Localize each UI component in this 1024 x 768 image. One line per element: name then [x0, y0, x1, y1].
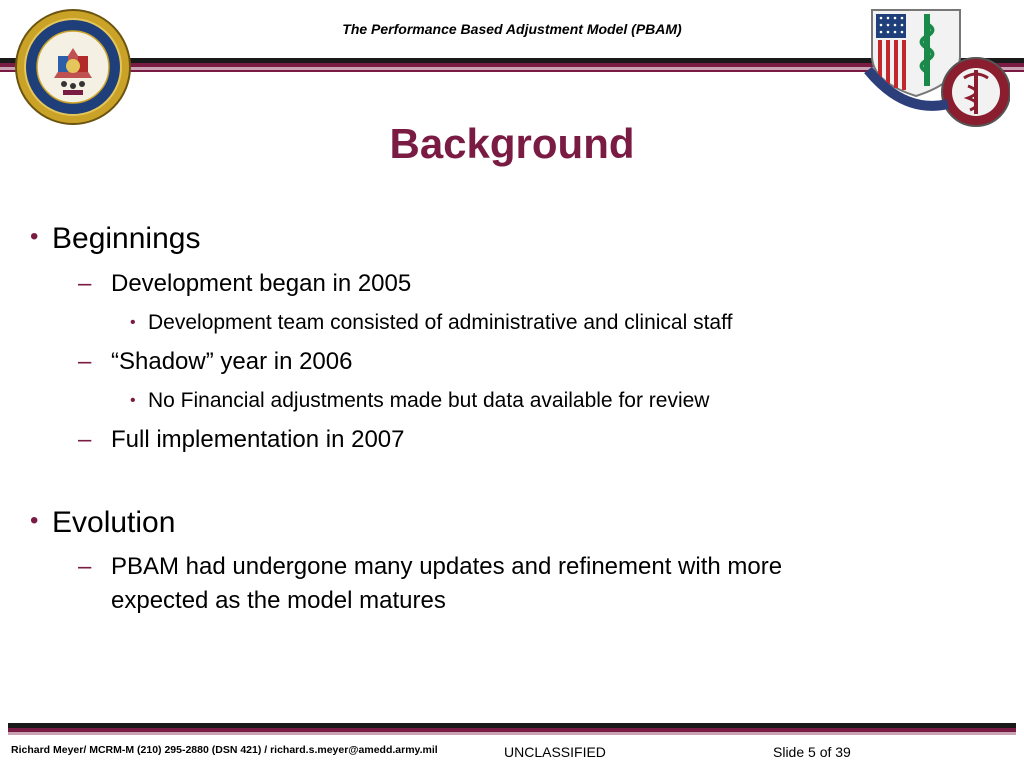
dash-icon: –: [78, 426, 92, 453]
bullet-dot-icon: •: [30, 507, 39, 534]
dash-icon: –: [78, 348, 92, 375]
sub-bullet: – Full implementation in 2007: [78, 426, 405, 453]
bullet-dot-icon: •: [130, 314, 136, 331]
dash-icon: –: [78, 553, 92, 580]
sub-bullet: – “Shadow” year in 2006: [78, 348, 353, 375]
footer-contact: Richard Meyer/ MCRM-M (210) 295-2880 (DSN 421) / richard.s.meyer@amedd.army.mil: [11, 744, 438, 756]
sub-sub-bullet: • Development team consisted of administrative and clinical staff: [130, 311, 733, 334]
header-title: The Performance Based Adjustment Model (PBAM): [342, 21, 682, 37]
sub-bullet: – PBAM had undergone many updates and refinement with more expected as the model matures: [78, 553, 783, 614]
footer-slide-number: Slide 5 of 39: [773, 744, 851, 760]
bullet-dot-icon: •: [130, 392, 136, 409]
slide-title: Background: [389, 120, 635, 167]
sub-sub-bullet: • No Financial adjustments made but data available for review: [130, 389, 710, 412]
footer-rule: [8, 723, 1016, 737]
dash-icon: –: [78, 270, 92, 297]
sub-bullet: – Development began in 2005: [78, 270, 412, 297]
bullet-evolution: • Evolution: [30, 506, 176, 539]
footer-classification: UNCLASSIFIED: [504, 744, 606, 760]
bullet-dot-icon: •: [30, 223, 39, 250]
bullet-beginnings: • Beginnings: [30, 222, 201, 255]
